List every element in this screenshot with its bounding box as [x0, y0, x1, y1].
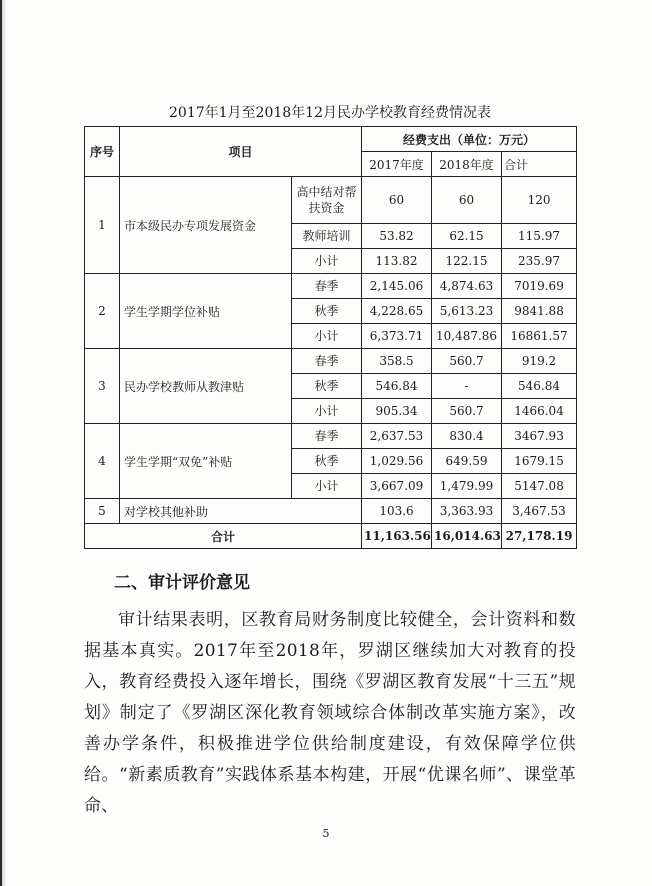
value-total: 7019.69 [502, 274, 577, 299]
value-2017: 60 [362, 177, 432, 224]
value-2017: 905.34 [362, 399, 432, 424]
header-row [85, 127, 577, 152]
value-2018: 3,363.93 [432, 499, 502, 524]
value-2017: 113.82 [362, 249, 432, 274]
sub-item: 小计 [292, 399, 362, 424]
value-2018: 4,874.63 [432, 274, 502, 299]
header-spend: 经费支出（单位：万元） [362, 127, 577, 152]
value-2018: 649.59 [432, 449, 502, 474]
header-item: 项目 [120, 127, 362, 177]
header-no: 序号 [85, 127, 120, 177]
value-2018: 560.7 [432, 349, 502, 374]
project-name: 对学校其他补助 [120, 499, 362, 524]
value-2018: 122.15 [432, 249, 502, 274]
sub-item: 春季 [292, 349, 362, 374]
table-row [85, 177, 577, 224]
value-2017: 2,637.53 [362, 424, 432, 449]
page-number: 5 [322, 827, 330, 840]
value-total: 9841.88 [502, 299, 577, 324]
grand-total-2017: 11,163.56 [362, 524, 432, 549]
sub-item: 春季 [292, 274, 362, 299]
value-2017: 1,029.56 [362, 449, 432, 474]
value-total: 235.97 [502, 249, 577, 274]
sub-item: 秋季 [292, 299, 362, 324]
sub-item: 春季 [292, 424, 362, 449]
table-row [85, 349, 577, 374]
value-2017: 3,667.09 [362, 474, 432, 499]
sub-item: 小计 [292, 474, 362, 499]
scan-edge [0, 0, 6, 886]
row-number: 2 [85, 274, 120, 349]
row-number: 4 [85, 424, 120, 499]
header-total: 合计 [502, 152, 577, 177]
table-row [85, 499, 577, 524]
body-paragraph: 审计结果表明，区教育局财务制度比较健全，会计资料和数据基本真实。2017年至2018年，罗湖区继续加大对教育的投入，教育经费投入逐年增长，围绕《罗湖区教育发展“十三五”规划》制定了《罗湖区深化教育领域综合体制改革实施方案》，改善办学条件，积极推进学位供给制度建设，有效保障学位供给。“新素质教育”实践体系基本构建，开展“优课名师”、课堂革命、 [84, 610, 576, 816]
value-2018: 5,613.23 [432, 299, 502, 324]
project-name: 市本级民办专项发展资金 [120, 177, 292, 274]
value-2017: 6,373.71 [362, 324, 432, 349]
value-2017: 358.5 [362, 349, 432, 374]
value-2018: 830.4 [432, 424, 502, 449]
value-2017: 546.84 [362, 374, 432, 399]
row-number: 1 [85, 177, 120, 274]
grand-total-2018: 16,014.63 [432, 524, 502, 549]
sub-item: 秋季 [292, 374, 362, 399]
header-2018: 2018年度 [432, 152, 502, 177]
value-total: 120 [502, 177, 577, 224]
value-2018: - [432, 374, 502, 399]
value-2017: 103.6 [362, 499, 432, 524]
fees-table [84, 126, 577, 549]
value-2018: 560.7 [432, 399, 502, 424]
section-heading: 二、审计评价意见 [114, 573, 250, 593]
value-total: 919.2 [502, 349, 577, 374]
value-total: 3,467.53 [502, 499, 577, 524]
table-title: 2017年1月至2018年12月民办学校教育经费情况表 [169, 105, 491, 121]
value-2017: 53.82 [362, 224, 432, 249]
value-total: 1679.15 [502, 449, 577, 474]
value-2018: 10,487.86 [432, 324, 502, 349]
sub-item: 秋季 [292, 449, 362, 474]
grand-total-label: 合计 [85, 524, 362, 549]
project-name: 学生学期学位补贴 [120, 274, 292, 349]
value-2018: 60 [432, 177, 502, 224]
sub-item: 教师培训 [292, 224, 362, 249]
value-2017: 4,228.65 [362, 299, 432, 324]
row-number: 3 [85, 349, 120, 424]
table-row [85, 424, 577, 449]
header-2017: 2017年度 [362, 152, 432, 177]
value-total: 115.97 [502, 224, 577, 249]
value-2017: 2,145.06 [362, 274, 432, 299]
sub-item: 高中结对帮扶资金 [292, 177, 362, 224]
value-total: 5147.08 [502, 474, 577, 499]
grand-total-row [85, 524, 577, 549]
project-name: 民办学校教师从教津贴 [120, 349, 292, 424]
row-number: 5 [85, 499, 120, 524]
project-name: 学生学期“双免”补贴 [120, 424, 292, 499]
table-row [85, 274, 577, 299]
value-total: 546.84 [502, 374, 577, 399]
value-2018: 1,479.99 [432, 474, 502, 499]
value-total: 3467.93 [502, 424, 577, 449]
value-2018: 62.15 [432, 224, 502, 249]
sub-item: 小计 [292, 324, 362, 349]
grand-total-sum: 27,178.19 [502, 524, 577, 549]
value-total: 16861.57 [502, 324, 577, 349]
value-total: 1466.04 [502, 399, 577, 424]
sub-item: 小计 [292, 249, 362, 274]
